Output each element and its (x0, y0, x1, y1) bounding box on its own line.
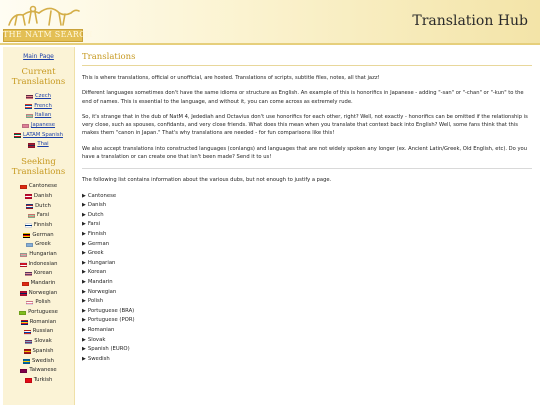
flag-icon (20, 369, 27, 374)
conlang-paragraph: We also accept translations into constructed languages (conlangs) and languages that are not widely spoken any longer (ex. Ancient Latin/Greek, Old English, etc). Do you have a translation or can create one that isn't been made? Send it to us! (82, 145, 528, 161)
dub-list-item[interactable] (82, 297, 532, 307)
seeking-translation-item (3, 337, 74, 347)
flag-icon (20, 185, 27, 190)
flag-icon (25, 223, 32, 228)
seeking-translation-label: Greek (35, 241, 51, 248)
seeking-translation-label: Swedish (32, 357, 54, 364)
honorifics-paragraph: Different languages sometimes don't have the same idioms or structure as English. An example of this is honorifics in Japanese - adding "-san" or "-chan" or "-kun" to the end of names. This is essential to the language, and without it, you can come across as extremely rude. (82, 90, 524, 105)
seeking-translation-item (3, 347, 74, 357)
seeking-translation-item (3, 308, 74, 318)
main-page-link[interactable]: Main Page (23, 53, 54, 60)
seeking-translation-label: Taiwanese (29, 367, 57, 374)
site-logo[interactable] (3, 3, 93, 43)
dub-list-item[interactable] (82, 355, 532, 365)
dub-paragraph: So, it's strange that in the dub of NatM 4, Jedediah and Octavius don't use honorifics for each other, right? Well, not exactly - honorifics can be omitted if the relationship is very close, such as spouses, confidants, and very close friends. What does this mean when you translate that context back into English? Well, some fans think that this makes them "canon in Japan." That's why translations are needed - for fun comparisons like this! (82, 113, 528, 137)
seeking-translation-item (3, 202, 74, 212)
flag-icon (26, 114, 33, 119)
seeking-translation-label: German (32, 231, 54, 238)
dub-list-item[interactable] (82, 278, 532, 288)
dub-list-label: Portuguese (BRA) (87, 307, 135, 314)
flag-icon (14, 133, 21, 138)
current-translation-item[interactable] (3, 111, 74, 121)
dub-list-item[interactable] (82, 288, 532, 298)
dub-list-item[interactable] (82, 326, 532, 336)
dub-list-label: Romanian (87, 326, 115, 333)
expand-triangle-icon[interactable]: ▶ (82, 259, 86, 266)
site-header (0, 0, 540, 45)
dub-list-item[interactable] (82, 268, 532, 278)
seeking-translation-label: Polish (35, 299, 51, 306)
current-translation-link[interactable]: Japanese (30, 122, 56, 129)
current-translation-item[interactable] (3, 131, 74, 141)
dub-list-item[interactable] (82, 240, 532, 250)
flag-icon (28, 214, 35, 219)
seeking-translation-label: Dutch (35, 202, 51, 209)
current-translation-link[interactable]: LATAM Spanish (23, 131, 63, 138)
dub-list-item[interactable] (82, 307, 532, 317)
dub-list-label: Cantonese (87, 192, 117, 199)
seeking-translation-item (3, 192, 74, 202)
expand-triangle-icon[interactable]: ▶ (82, 298, 86, 305)
expand-triangle-icon[interactable]: ▶ (82, 317, 86, 324)
expand-triangle-icon[interactable]: ▶ (82, 346, 86, 353)
expand-triangle-icon[interactable]: ▶ (82, 211, 86, 218)
seeking-translation-item (3, 318, 74, 328)
seeking-translation-item (3, 357, 74, 367)
flag-icon (22, 124, 29, 129)
expand-triangle-icon[interactable]: ▶ (82, 192, 86, 199)
dub-list-label: Finnish (87, 231, 107, 238)
expand-triangle-icon[interactable]: ▶ (82, 202, 86, 209)
seeking-translation-item (3, 298, 74, 308)
flag-icon (24, 330, 31, 335)
flag-icon (21, 320, 28, 325)
dub-list-item[interactable] (82, 345, 532, 355)
seeking-translation-label: Norwegian (28, 289, 58, 296)
dub-list-label: Dutch (87, 211, 104, 218)
site-title: Translation Hub (412, 13, 528, 29)
seeking-translation-label: Hungarian (29, 250, 57, 257)
flag-icon (24, 349, 31, 354)
intro-paragraph: This is where translations, official or unofficial, are hosted. Translations of scripts, subtitle files, notes, all that jazz! (82, 75, 380, 81)
dub-list-label: Mandarin (87, 279, 113, 286)
seeking-translation-label: Korean (33, 270, 53, 277)
dub-list-item[interactable] (82, 316, 532, 326)
flag-icon (25, 378, 32, 383)
seeking-translation-label: Russian (32, 328, 54, 335)
dub-list-label: German (87, 240, 110, 247)
dub-list-item[interactable] (82, 201, 532, 211)
flag-icon (26, 95, 33, 100)
dub-list-item[interactable] (82, 259, 532, 269)
seeking-translation-item (3, 289, 74, 299)
dub-list-item[interactable] (82, 230, 532, 240)
seeking-translation-item (3, 327, 74, 337)
logo-text: THE NATM SEARCH (3, 30, 93, 39)
seeking-translation-label: Danish (33, 192, 53, 199)
flag-icon (20, 291, 27, 296)
expand-triangle-icon[interactable]: ▶ (82, 355, 86, 362)
main-content (82, 52, 532, 405)
expand-triangle-icon[interactable]: ▶ (82, 240, 86, 247)
expand-triangle-icon[interactable]: ▶ (82, 269, 86, 276)
seeking-translation-label: Portuguese (28, 309, 58, 316)
flag-icon (20, 253, 27, 258)
flag-icon (23, 233, 30, 238)
expand-triangle-icon[interactable]: ▶ (82, 231, 86, 238)
seeking-translations-heading: Seeking Translations (11, 157, 66, 177)
dub-list-label: Swedish (87, 355, 110, 362)
flag-icon (22, 282, 29, 287)
dub-list-label: Farsi (87, 221, 101, 228)
seeking-translation-label: Romanian (29, 318, 57, 325)
expand-triangle-icon[interactable]: ▶ (82, 221, 86, 228)
seeking-translation-item (3, 240, 74, 250)
expand-triangle-icon[interactable]: ▶ (82, 326, 86, 333)
flag-icon (26, 243, 33, 248)
sidebar (3, 47, 75, 405)
list-intro: The following list contains information about the various dubs, but not enough to justify a page. (82, 177, 332, 184)
dub-list-item[interactable] (82, 220, 532, 230)
flag-icon (19, 311, 26, 316)
dub-list-label: Korean (87, 269, 107, 276)
dub-list-item[interactable] (82, 192, 532, 202)
seeking-translation-item (3, 182, 74, 192)
dub-list-label: Spanish (EURO) (87, 346, 130, 353)
seeking-translation-label: Indonesian (28, 260, 58, 267)
expand-triangle-icon[interactable]: ▶ (82, 336, 86, 343)
dub-list-label: Slovak (87, 336, 106, 343)
current-translation-link[interactable]: Czech (34, 93, 51, 99)
current-translation-link[interactable]: Thai (37, 141, 49, 148)
dub-list-item[interactable] (82, 211, 532, 221)
dub-list-label: Norwegian (87, 288, 117, 295)
expand-triangle-icon[interactable]: ▶ (82, 307, 86, 314)
dub-list (82, 192, 532, 365)
dub-list-label: Portuguese (POR) (87, 317, 135, 324)
flag-icon (25, 340, 32, 345)
seeking-translation-label: Mandarin (30, 280, 56, 286)
section-divider (82, 168, 532, 169)
seeking-translation-label: Spanish (32, 347, 54, 354)
flag-icon (26, 301, 33, 306)
dinosaur-skeleton-icon (3, 3, 83, 31)
current-translation-item[interactable] (3, 140, 74, 150)
expand-triangle-icon[interactable]: ▶ (82, 250, 86, 257)
seeking-translation-label: Turkish (33, 376, 53, 383)
seeking-translation-item (3, 250, 74, 260)
flag-icon (26, 204, 33, 209)
dub-list-label: Danish (87, 202, 107, 209)
seeking-translation-item (3, 376, 74, 386)
flag-icon (25, 104, 32, 109)
current-translation-item[interactable] (3, 92, 74, 102)
expand-triangle-icon[interactable]: ▶ (82, 288, 86, 295)
dub-list-item[interactable] (82, 336, 532, 346)
seeking-translation-label: Cantonese (28, 183, 58, 190)
seeking-translation-item (3, 269, 74, 279)
seeking-translation-label: Slovak (34, 338, 52, 345)
dub-list-label: Hungarian (87, 259, 116, 266)
seeking-translation-item (3, 279, 74, 289)
dub-list-label: Polish (87, 298, 104, 305)
flag-icon (23, 359, 30, 364)
seeking-translation-item (3, 221, 74, 231)
page-title: Translations (82, 52, 532, 66)
dub-list-item[interactable] (82, 249, 532, 259)
seeking-translation-label: Finnish (33, 221, 53, 228)
seeking-translation-item (3, 260, 74, 270)
seeking-translations-list (3, 182, 74, 385)
seeking-translation-item (3, 211, 74, 221)
seeking-translation-label: Farsi (36, 212, 50, 219)
current-translation-link[interactable]: Italian (34, 112, 52, 119)
current-translation-item[interactable] (3, 121, 74, 131)
current-translation-item[interactable] (3, 102, 74, 112)
dub-list-label: Greek (87, 250, 104, 257)
seeking-translation-item (3, 231, 74, 241)
current-translations-list (3, 92, 74, 150)
flag-icon (25, 272, 32, 277)
flag-icon (20, 262, 27, 267)
current-translation-link[interactable]: French (34, 102, 52, 109)
seeking-translation-item (3, 366, 74, 376)
flag-icon (28, 143, 35, 148)
current-translations-heading: Current Translations (11, 67, 66, 87)
flag-icon (25, 194, 32, 199)
expand-triangle-icon[interactable]: ▶ (82, 279, 86, 286)
